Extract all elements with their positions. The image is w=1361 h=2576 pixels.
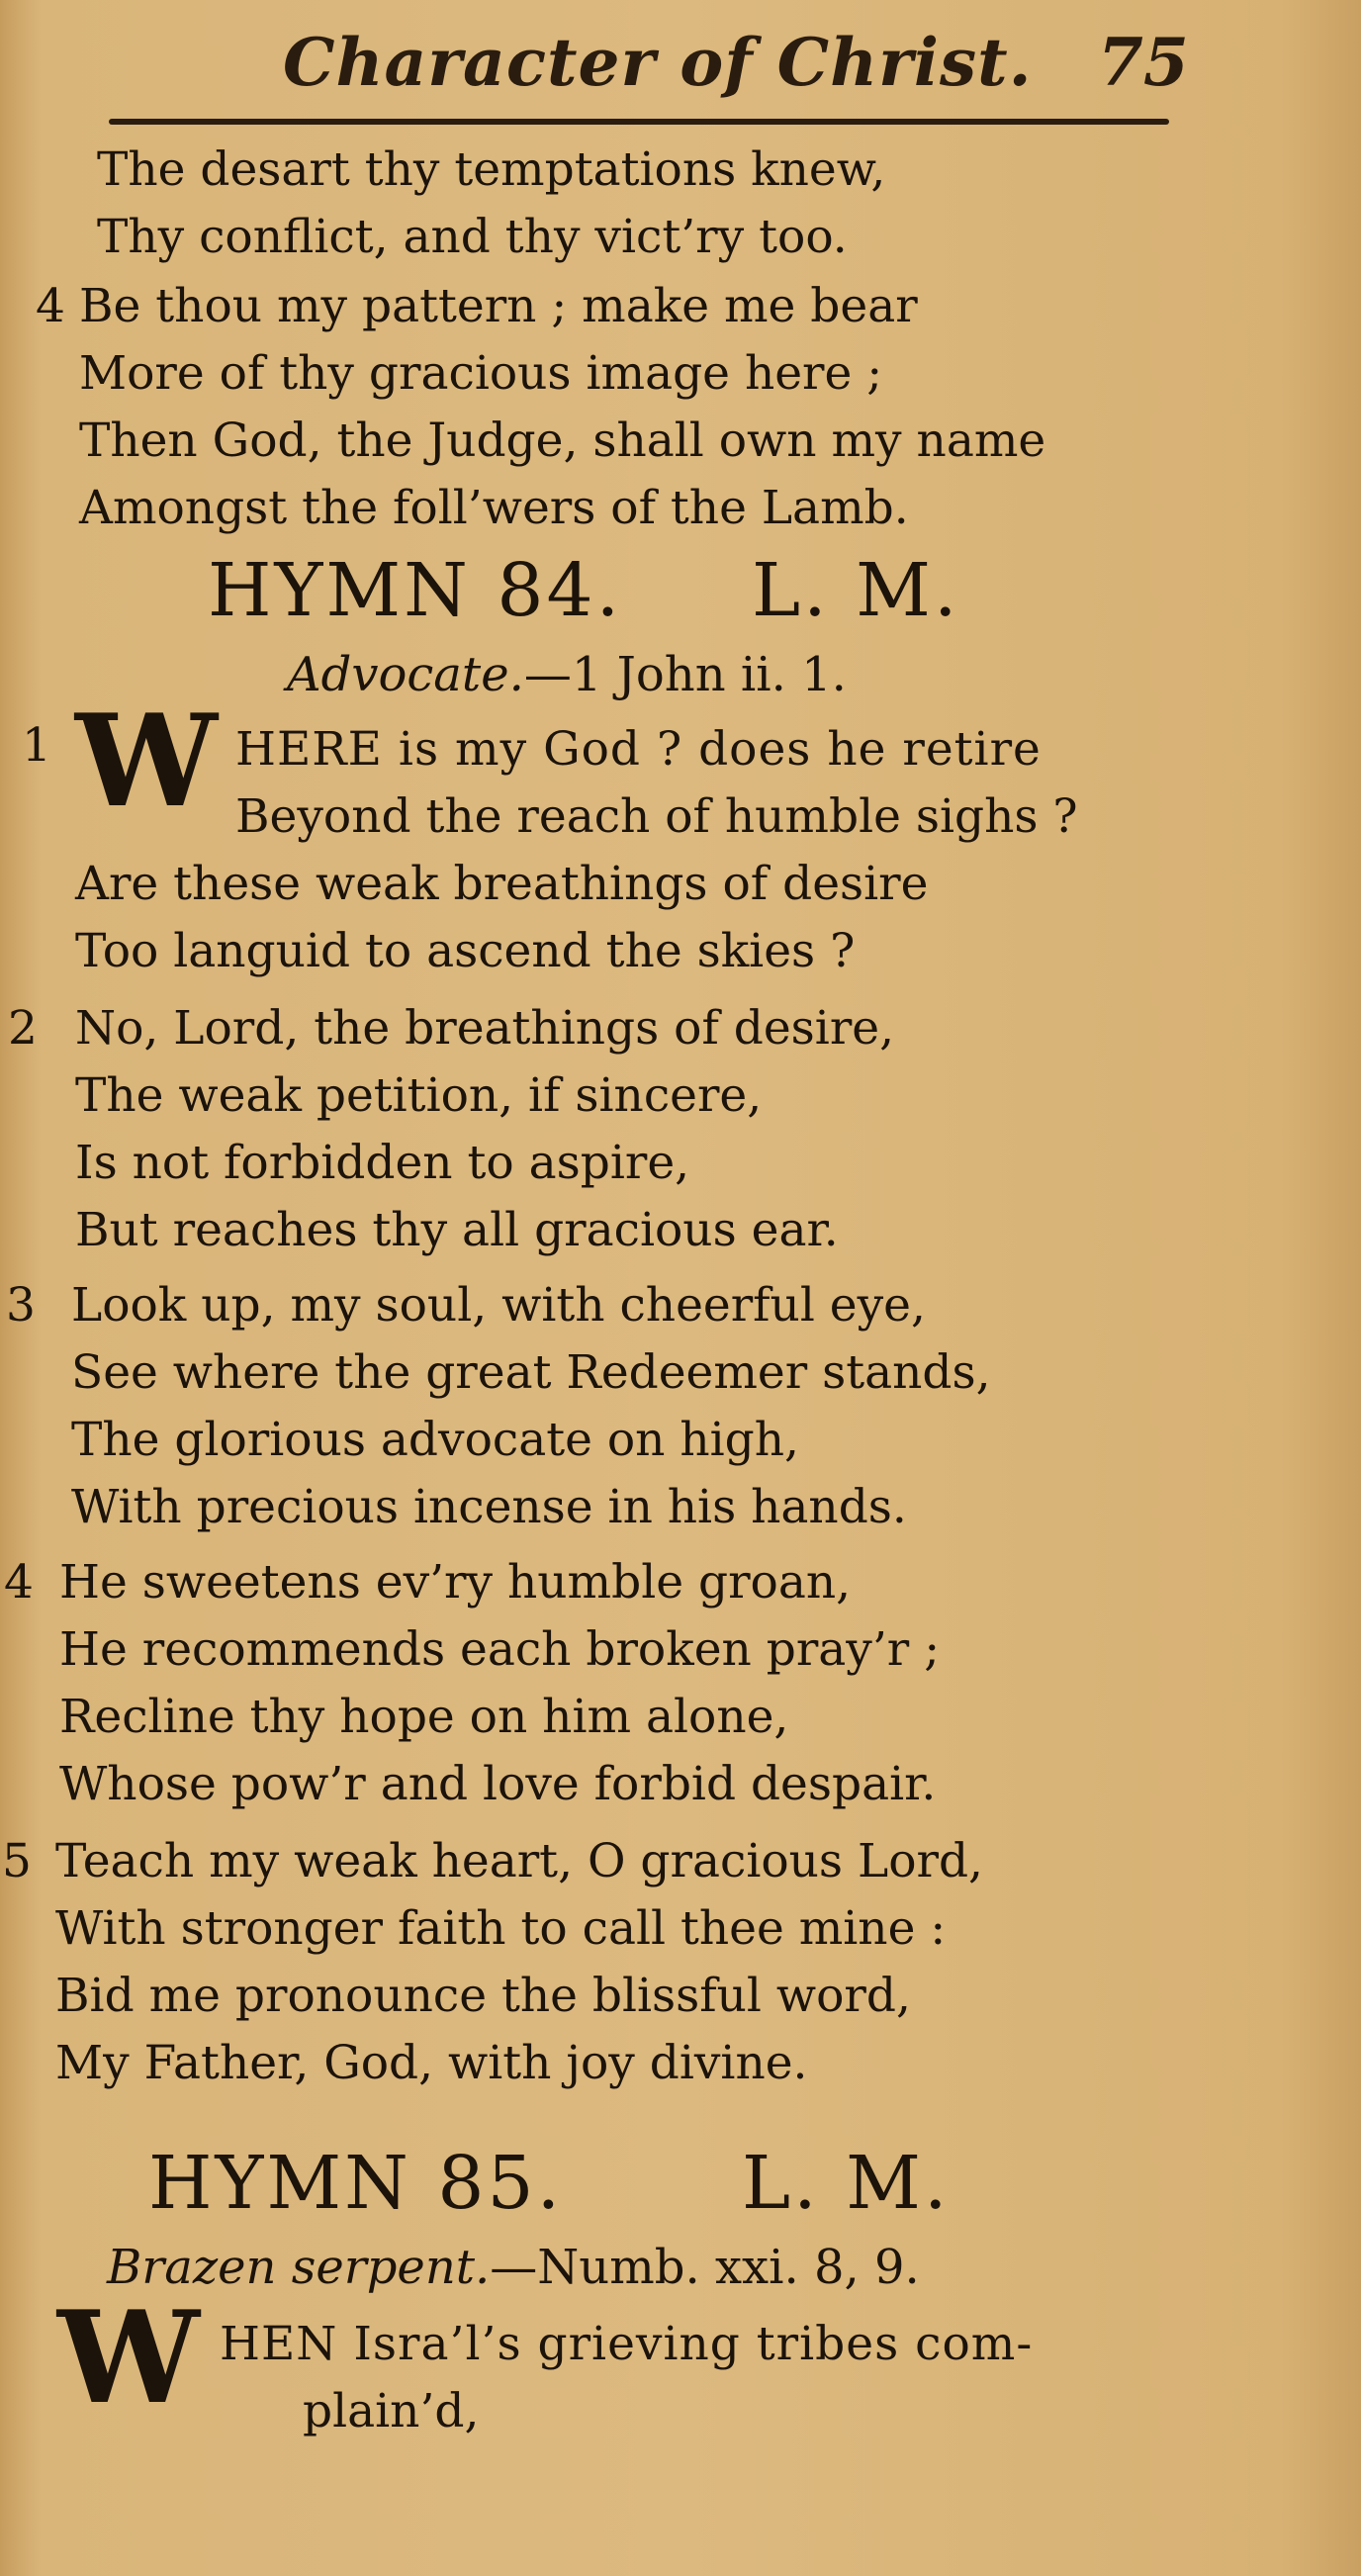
page-number: 75 [1098,24,1189,101]
verse-line: More of thy gracious image here ; [79,346,883,401]
verse-line: With precious incense in his hands. [71,1480,907,1534]
header-rule [109,119,1169,125]
verse-line: My Father, God, with joy divine. [55,2036,808,2090]
verse-line: The glorious advocate on high, [71,1413,799,1467]
verse-line: Amongst the foll’wers of the Lamb. [79,481,909,535]
verse-line: Look up, my soul, with cheerful eye, [71,1278,926,1333]
verse-line: Whose pow’r and love forbid despair. [59,1757,937,1811]
verse-line: Teach my weak heart, O gracious Lord, [55,1834,983,1888]
running-head-title: Character of Christ. [283,24,1033,101]
stanza-number: 5 [2,1834,32,1888]
verse-line: Is not forbidden to aspire, [75,1136,690,1190]
verse-line: Too languid to ascend the skies ? [75,924,856,978]
verse-line: Bid me pronounce the blissful word, [55,1969,911,2023]
hymn-85-subtitle: Brazen serpent.—Numb. xxi. 8, 9. [107,2240,920,2295]
verse-line: But reaches thy all gracious ear. [75,1203,839,1257]
verse-line: Recline thy hope on him alone, [59,1690,789,1744]
verse-line: HERE is my God ? does he retire [235,722,1042,777]
verse-line: The desart thy temptations knew, [97,142,886,197]
drop-cap: W [75,688,218,836]
hymn-84-meter: L. M. [752,548,960,633]
hymn-84-subtitle: Advocate.—1 John ii. 1. [287,647,847,702]
verse-line: HEN Isra’l’s grieving tribes com- [220,2317,1034,2371]
drop-cap: W [57,2284,200,2433]
stanza-number: 3 [6,1278,36,1333]
verse-line: He recommends each broken pray’r ; [59,1622,941,1677]
stanza-number: 4 [4,1555,34,1610]
stanza-number: 1 [22,718,51,773]
hymn-85-title: HYMN 85. [148,2141,564,2226]
verse-line: The weak petition, if sincere, [75,1068,763,1123]
verse-line: Be thou my pattern ; make me bear [79,279,918,333]
verse-line: See where the great Redeemer stands, [71,1345,991,1400]
verse-line: Are these weak breathings of desire [75,857,929,911]
stanza-number: 2 [8,1001,38,1056]
verse-line: He sweetens ev’ry humble groan, [59,1555,852,1610]
verse-line: With stronger faith to call thee mine : [55,1901,947,1956]
hymn-84-title: HYMN 84. [208,548,623,633]
hymn-85-meter: L. M. [742,2141,951,2226]
verse-line: Thy conflict, and thy vict’ry too. [97,210,848,264]
verse-line: plain’d, [303,2384,480,2438]
verse-line: Then God, the Judge, shall own my name [79,414,1046,468]
verse-line: Beyond the reach of humble sighs ? [235,789,1078,844]
verse-line: No, Lord, the breathings of desire, [75,1001,895,1056]
stanza-number: 4 [36,279,65,333]
